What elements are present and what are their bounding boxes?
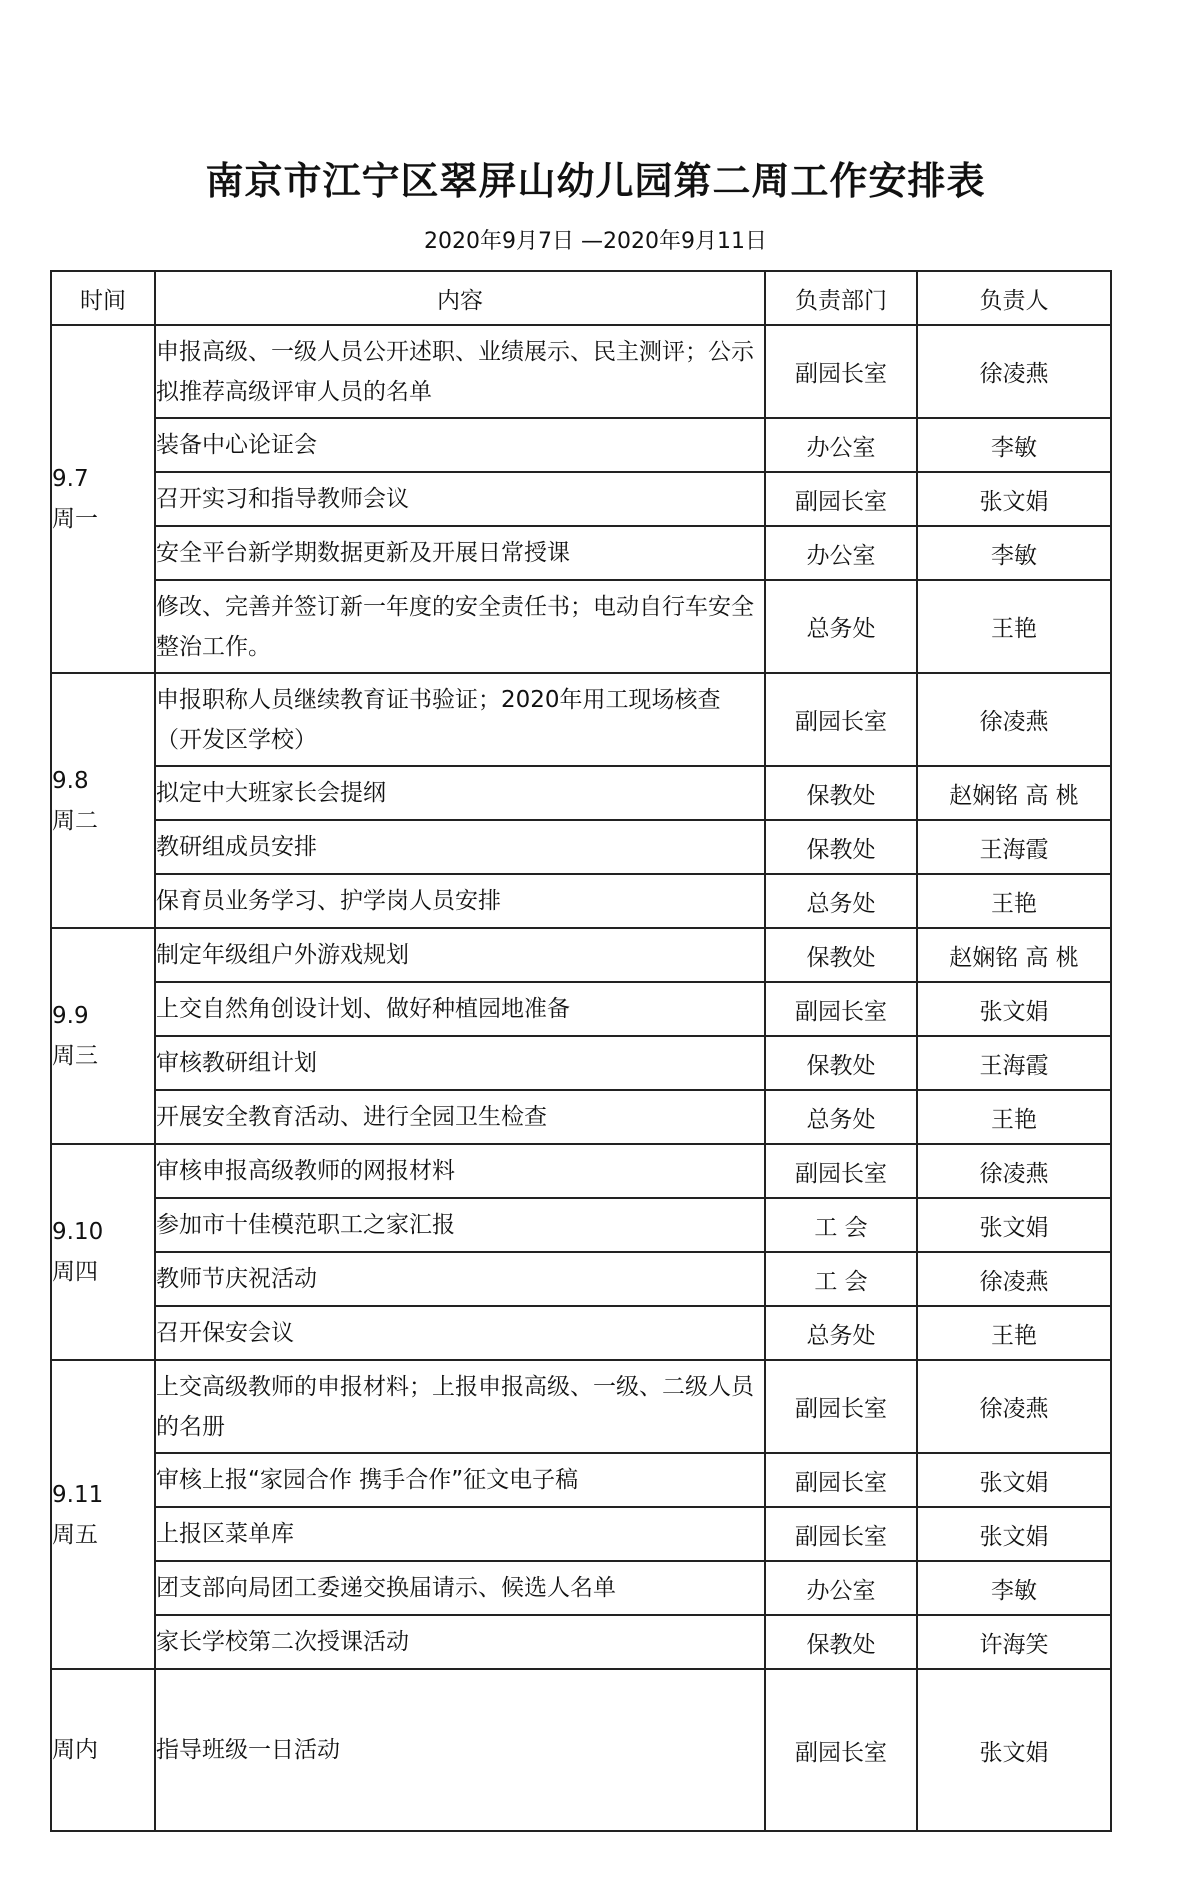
table-row bbox=[51, 982, 1111, 1036]
table-row bbox=[51, 1144, 1111, 1198]
task-dept: 副园长室 bbox=[765, 325, 917, 418]
header-time: 时间 bbox=[51, 271, 155, 325]
table-row bbox=[51, 1036, 1111, 1090]
day-date: 9.10 bbox=[52, 1219, 104, 1245]
task-dept: 工 会 bbox=[765, 1252, 917, 1306]
task-person: 王艳 bbox=[917, 1306, 1111, 1360]
task-content: 审核教研组计划 bbox=[155, 1036, 765, 1090]
day-cell bbox=[51, 928, 155, 1144]
table-row bbox=[51, 1252, 1111, 1306]
task-content: 教师节庆祝活动 bbox=[155, 1252, 765, 1306]
task-content: 拟定中大班家长会提纲 bbox=[155, 766, 765, 820]
task-content: 装备中心论证会 bbox=[155, 418, 765, 472]
date-range: 2020年9月7日 —2020年9月11日 bbox=[424, 229, 767, 254]
table-row bbox=[51, 418, 1111, 472]
day-weekday: 周三 bbox=[52, 1043, 98, 1069]
table-row bbox=[51, 1198, 1111, 1252]
table-row bbox=[51, 1669, 1111, 1831]
table-row bbox=[51, 1090, 1111, 1144]
task-person: 徐凌燕 bbox=[917, 1252, 1111, 1306]
table-row bbox=[51, 472, 1111, 526]
day-date: 9.11 bbox=[52, 1481, 104, 1508]
page-title: 南京市江宁区翠屏山幼儿园第二周工作安排表 bbox=[205, 159, 986, 203]
task-dept: 办公室 bbox=[765, 1561, 917, 1615]
task-content: 教研组成员安排 bbox=[155, 820, 765, 874]
table-row bbox=[51, 874, 1111, 928]
task-person: 李敏 bbox=[917, 1561, 1111, 1615]
task-person: 李敏 bbox=[917, 526, 1111, 580]
task-dept: 办公室 bbox=[765, 526, 917, 580]
task-dept: 副园长室 bbox=[765, 673, 917, 766]
table-row bbox=[51, 526, 1111, 580]
task-person: 张文娟 bbox=[917, 1198, 1111, 1252]
task-person: 王艳 bbox=[917, 1090, 1111, 1144]
task-content: 上报区菜单库 bbox=[155, 1507, 765, 1561]
header-person: 负责人 bbox=[917, 271, 1111, 325]
table-row bbox=[51, 1360, 1111, 1453]
task-content: 上交高级教师的申报材料；上报申报高级、一级、二级人员的名册 bbox=[155, 1360, 765, 1453]
task-content: 团支部向局团工委递交换届请示、候选人名单 bbox=[155, 1561, 765, 1615]
task-content: 参加市十佳模范职工之家汇报 bbox=[155, 1198, 765, 1252]
task-dept: 保教处 bbox=[765, 1615, 917, 1669]
task-person: 徐凌燕 bbox=[917, 1360, 1111, 1453]
day-cell bbox=[51, 1144, 155, 1360]
task-content: 审核上报“家园合作 携手合作”征文电子稿 bbox=[155, 1453, 765, 1507]
task-person: 徐凌燕 bbox=[917, 673, 1111, 766]
day-cell bbox=[51, 1360, 155, 1669]
day-weekday: 周一 bbox=[52, 506, 98, 532]
task-dept: 副园长室 bbox=[765, 1360, 917, 1453]
table-row bbox=[51, 580, 1111, 673]
task-dept: 保教处 bbox=[765, 820, 917, 874]
task-person: 李敏 bbox=[917, 418, 1111, 472]
day-weekday: 周内 bbox=[52, 1737, 98, 1763]
task-dept: 副园长室 bbox=[765, 1669, 917, 1831]
task-person: 王海霞 bbox=[917, 1036, 1111, 1090]
day-weekday: 周五 bbox=[52, 1521, 98, 1548]
day-cell bbox=[51, 1669, 155, 1831]
task-person: 赵娴铭 高 桃 bbox=[917, 928, 1111, 982]
table-row bbox=[51, 1453, 1111, 1507]
task-content: 申报高级、一级人员公开述职、业绩展示、民主测评；公示拟推荐高级评审人员的名单 bbox=[155, 325, 765, 418]
task-person: 张文娟 bbox=[917, 1669, 1111, 1831]
task-content: 保育员业务学习、护学岗人员安排 bbox=[155, 874, 765, 928]
task-person: 张文娟 bbox=[917, 1453, 1111, 1507]
task-dept: 保教处 bbox=[765, 766, 917, 820]
table-row bbox=[51, 1561, 1111, 1615]
task-person: 张文娟 bbox=[917, 1507, 1111, 1561]
task-content: 安全平台新学期数据更新及开展日常授课 bbox=[155, 526, 765, 580]
table-row bbox=[51, 673, 1111, 766]
table-row bbox=[51, 928, 1111, 982]
task-dept: 副园长室 bbox=[765, 1144, 917, 1198]
day-cell bbox=[51, 673, 155, 928]
task-content: 修改、完善并签订新一年度的安全责任书；电动自行车安全整治工作。 bbox=[155, 580, 765, 673]
table-row bbox=[51, 820, 1111, 874]
header-row bbox=[51, 271, 1111, 325]
task-person: 许海笑 bbox=[917, 1615, 1111, 1669]
task-content: 指导班级一日活动 bbox=[155, 1669, 765, 1831]
task-person: 王海霞 bbox=[917, 820, 1111, 874]
task-content: 上交自然角创设计划、做好种植园地准备 bbox=[155, 982, 765, 1036]
task-dept: 保教处 bbox=[765, 1036, 917, 1090]
task-content: 召开实习和指导教师会议 bbox=[155, 472, 765, 526]
day-weekday: 周二 bbox=[52, 807, 98, 834]
task-dept: 副园长室 bbox=[765, 1453, 917, 1507]
task-person: 王艳 bbox=[917, 874, 1111, 928]
task-dept: 总务处 bbox=[765, 1090, 917, 1144]
task-person: 张文娟 bbox=[917, 982, 1111, 1036]
task-dept: 副园长室 bbox=[765, 1507, 917, 1561]
task-content: 开展安全教育活动、进行全园卫生检查 bbox=[155, 1090, 765, 1144]
task-dept: 总务处 bbox=[765, 874, 917, 928]
day-weekday: 周四 bbox=[52, 1259, 98, 1285]
task-content: 家长学校第二次授课活动 bbox=[155, 1615, 765, 1669]
schedule-table bbox=[50, 270, 1112, 1832]
task-content: 审核申报高级教师的网报材料 bbox=[155, 1144, 765, 1198]
task-dept: 总务处 bbox=[765, 580, 917, 673]
header-dept: 负责部门 bbox=[765, 271, 917, 325]
task-dept: 工 会 bbox=[765, 1198, 917, 1252]
task-content: 制定年级组户外游戏规划 bbox=[155, 928, 765, 982]
table-row bbox=[51, 325, 1111, 418]
task-person: 徐凌燕 bbox=[917, 1144, 1111, 1198]
table-row bbox=[51, 1306, 1111, 1360]
task-dept: 办公室 bbox=[765, 418, 917, 472]
task-person: 徐凌燕 bbox=[917, 325, 1111, 418]
task-dept: 副园长室 bbox=[765, 472, 917, 526]
task-dept: 保教处 bbox=[765, 928, 917, 982]
day-date: 9.9 bbox=[52, 1003, 89, 1029]
task-content: 召开保安会议 bbox=[155, 1306, 765, 1360]
day-date: 9.8 bbox=[52, 767, 89, 794]
task-person: 张文娟 bbox=[917, 472, 1111, 526]
task-dept: 总务处 bbox=[765, 1306, 917, 1360]
task-content: 申报职称人员继续教育证书验证；2020年用工现场核查（开发区学校） bbox=[155, 673, 765, 766]
table-row bbox=[51, 766, 1111, 820]
task-dept: 副园长室 bbox=[765, 982, 917, 1036]
task-person: 赵娴铭 高 桃 bbox=[917, 766, 1111, 820]
table-row bbox=[51, 1507, 1111, 1561]
day-date: 9.7 bbox=[52, 466, 89, 492]
header-content: 内容 bbox=[155, 271, 765, 325]
task-person: 王艳 bbox=[917, 580, 1111, 673]
day-cell bbox=[51, 325, 155, 673]
table-row bbox=[51, 1615, 1111, 1669]
